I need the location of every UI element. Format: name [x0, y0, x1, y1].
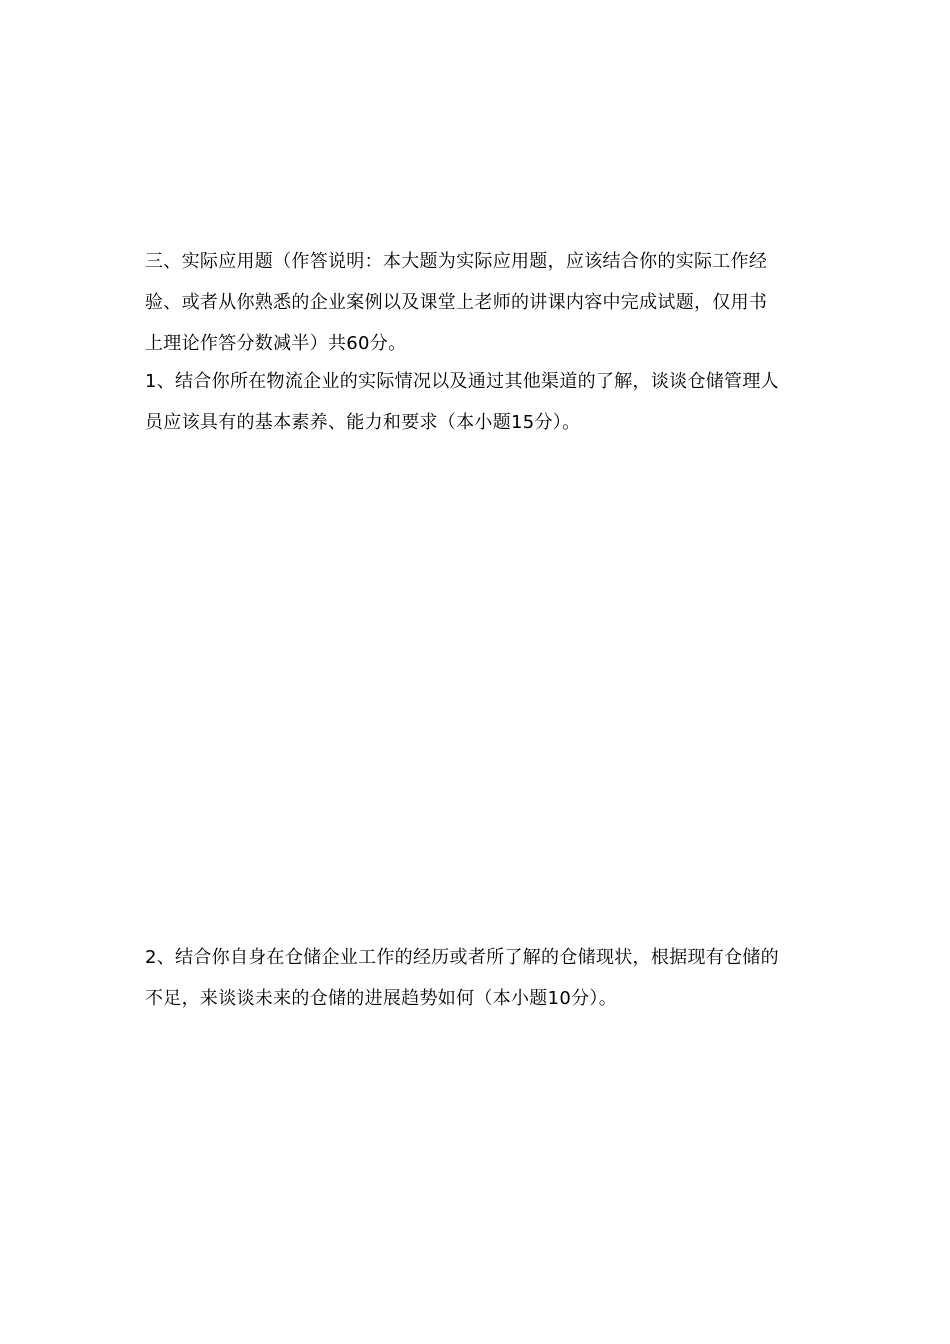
question-2-line-1: 2、结合你自身在仓储企业工作的经历或者所了解的仓储现状，根据现有仓储的	[145, 947, 779, 968]
question-1-line-2: 员应该具有的基本素养、能力和要求（本小题15分）。	[145, 412, 581, 433]
section-heading-line-3: 上理论作答分数减半）共60分。	[145, 333, 407, 354]
section-heading-line-2: 验、或者从你熟悉的企业案例以及课堂上老师的讲课内容中完成试题，仅用书	[145, 292, 768, 313]
question-2-line-2: 不足，来谈谈未来的仓储的进展趋势如何（本小题10分）。	[145, 988, 618, 1009]
question-1-line-1: 1、结合你所在物流企业的实际情况以及通过其他渠道的了解，谈谈仓储管理人	[145, 371, 779, 392]
section-heading-line-1: 三、实际应用题（作答说明：本大题为实际应用题，应该结合你的实际工作经	[145, 251, 768, 272]
